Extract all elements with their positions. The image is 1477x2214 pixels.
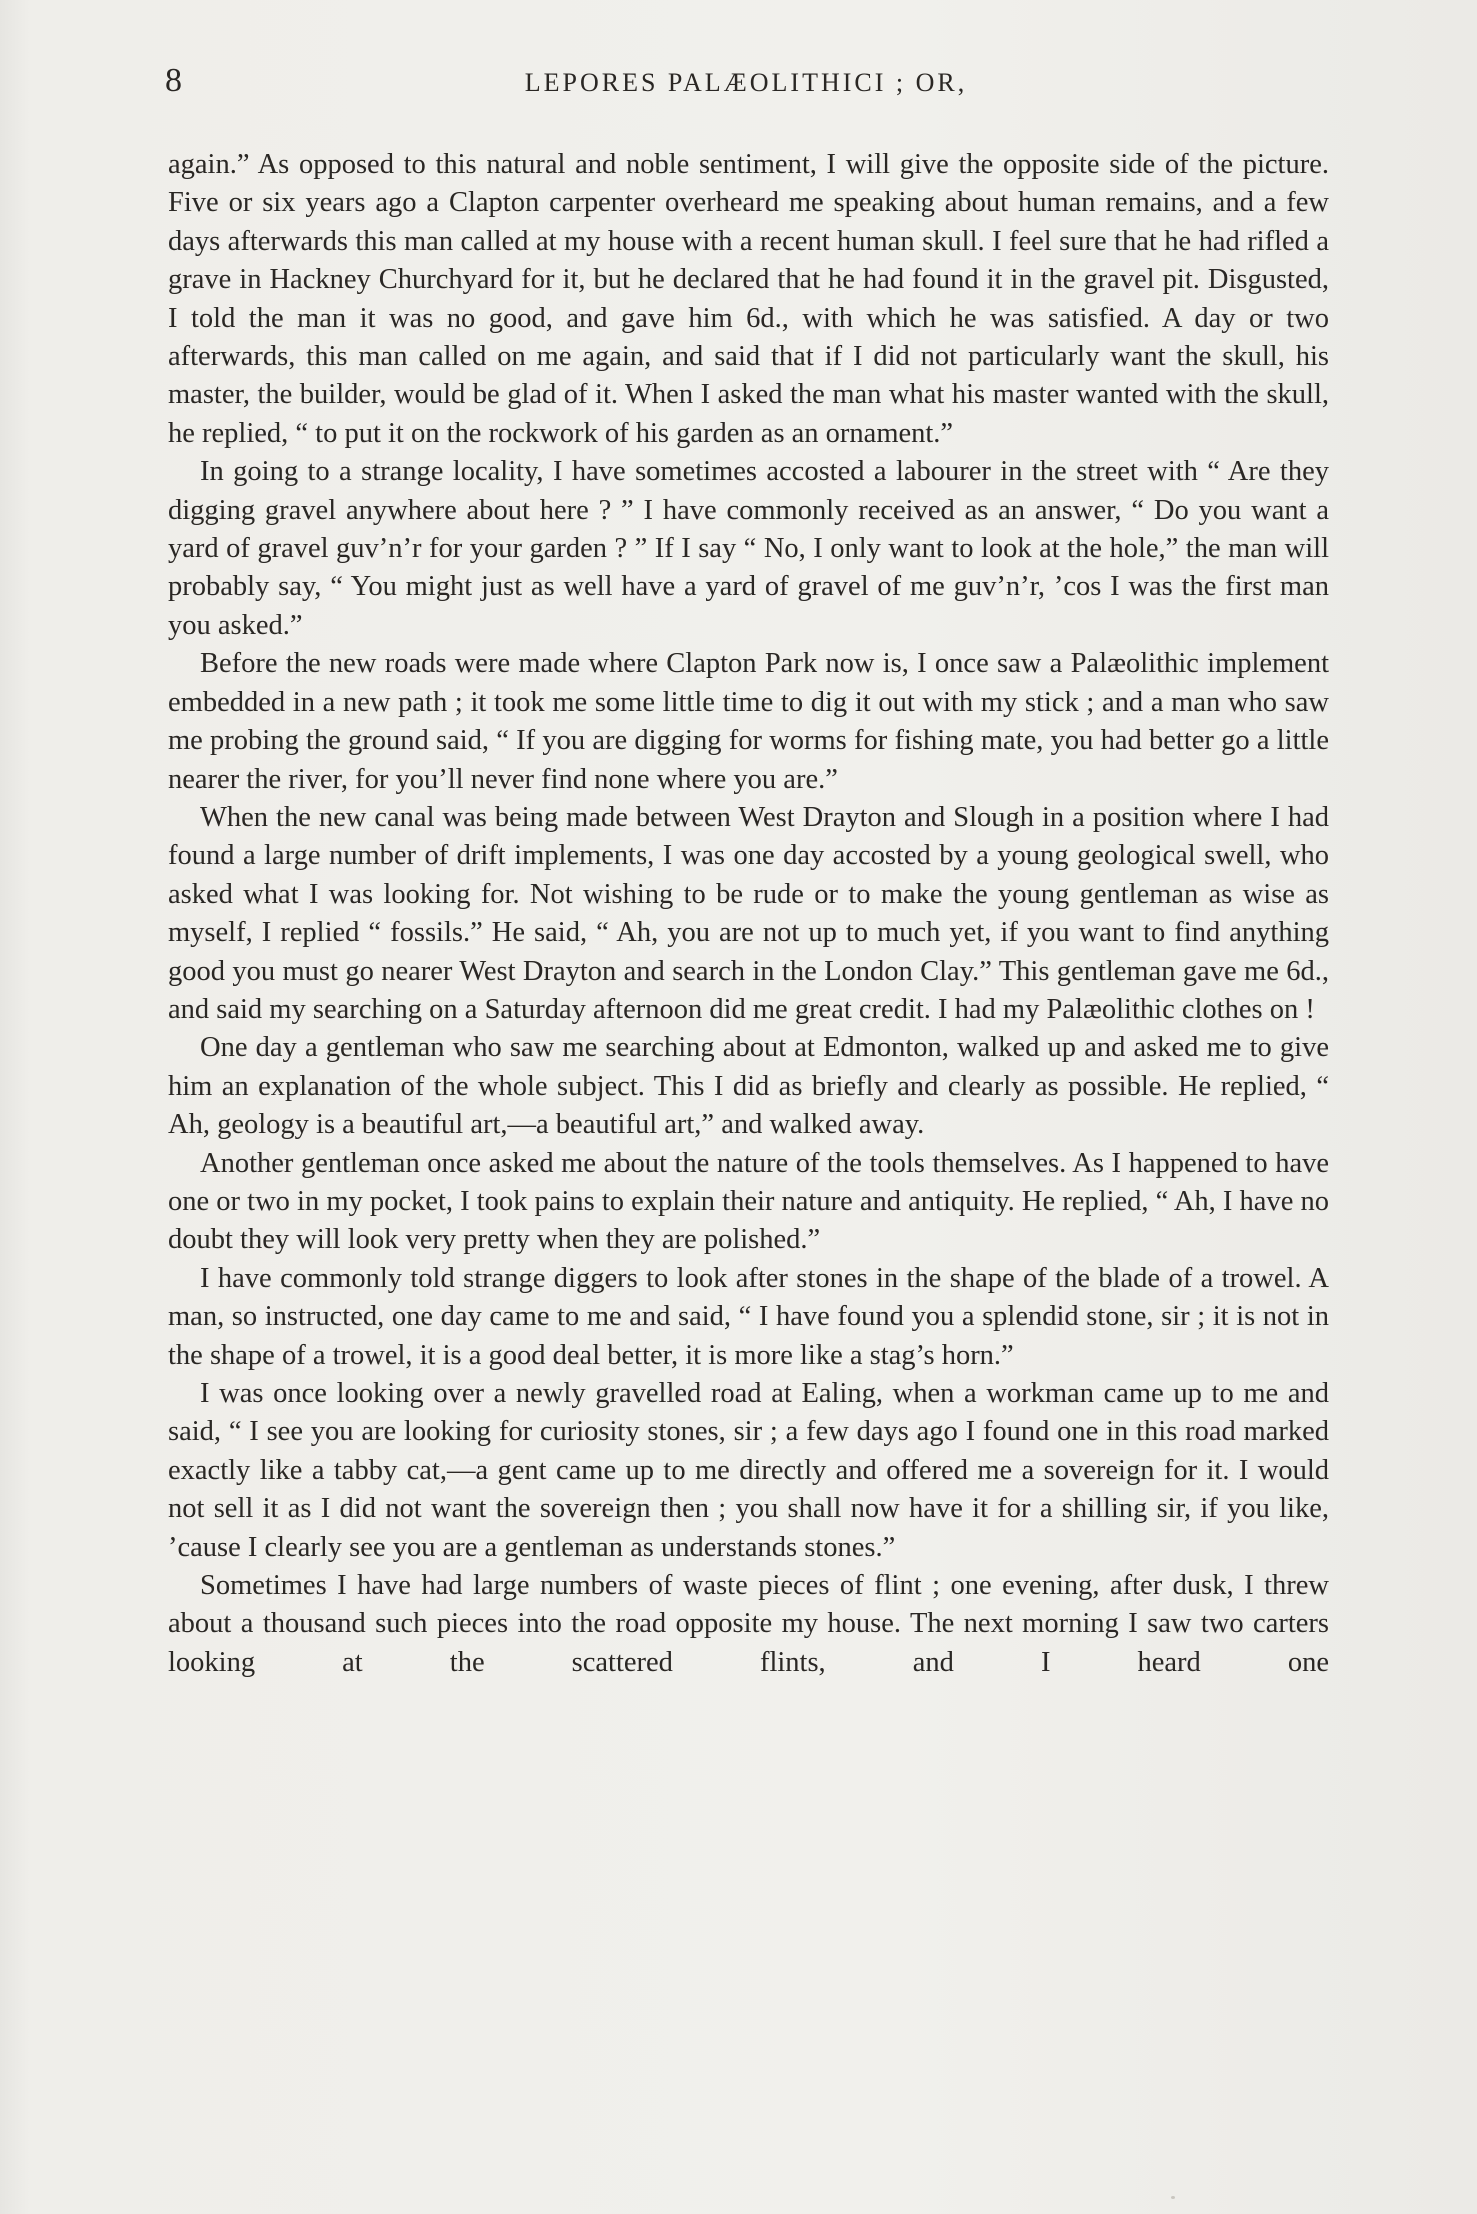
page-header	[165, 62, 1327, 112]
paragraph-6: Another gentleman once asked me about the nature of the tools themselves. As I happened to have one or two in my pocket, I took pains to explain their nature and antiquity. He replied, “ Ah, I have no doubt they will look very pretty when they are polished.”	[168, 1147, 1329, 1256]
paragraph-9: Sometimes I have had large numbers of waste pieces of flint ; one evening, after dusk, I threw about a thousand such pieces into the road opposite my house. The next morning I saw two carters looking at the scattered flints, and I heard one	[168, 1570, 1329, 1678]
running-head: LEPORES PALÆOLITHICI ; OR,	[524, 68, 968, 97]
paragraph-5: One day a gentleman who saw me searching about at Edmonton, walked up and asked me to give him an explanation of the whole subject. This I did as briefly and clearly as possible. He replied, “ Ah, geology is a beautiful art,—a beautiful art,” and walked away.	[168, 1032, 1329, 1141]
paragraph-3: Before the new roads were made where Clapton Park now is, I once saw a Palæolithic implement embedded in a new path ; it took me some little time to dig it out with my stick ; and a man who saw me probing the ground said, “ If you are digging for worms for fishing mate, you had better go a little nearer the river, for you’ll never find none where you are.”	[168, 648, 1329, 795]
paragraph-4: When the new canal was being made between West Drayton and Slough in a position where I had found a large number of drift implements, I was one day accosted by a young geological swell, who asked what I was looking for. Not wishing to be rude or to make the young gentleman as wise as myself, I replied “ fossils.” He said, “ Ah, you are not up to much yet, if you want to find anything good you must go nearer West Drayton and search in the London Clay.” This gentleman gave me 6d., and said my searching on a Saturday afternoon did me great credit. I had my Palæolithic clothes on !	[168, 801, 1329, 1025]
paragraph-2: In going to a strange locality, I have sometimes accosted a labourer in the street with “ Are they digging gravel anywhere about here ? ” I have commonly received as an answer, “ Do you want a yard of gravel guv’n’r for your garden ? ” If I say “ No, I only want to look at the hole,” the man will probably say, “ You might just as well have a yard of gravel of me guv’n’r, ’cos I was the first man you asked.”	[168, 456, 1329, 641]
scan-speck	[1171, 2196, 1175, 2199]
paragraph-7: I have commonly told strange diggers to look after stones in the shape of the blade of a trowel. A man, so instructed, one day came to me and said, “ I have found you a splendid stone, sir ; it is not in the shape of a trowel, it is a good deal better, it is more like a stag’s horn.”	[168, 1262, 1329, 1371]
page-number: 8	[165, 62, 183, 99]
paragraph-1: again.” As opposed to this natural and noble sentiment, I will give the opposite side of the picture. Five or six years ago a Clapton carpenter overheard me speaking about human remains, and a few days afterwards this man called at my house with a recent human skull. I feel sure that he had rifled a grave in Hackney Churchyard for it, but he declared that he had found it in the gravel pit. Disgusted, I told the man it was no good, and gave him 6d., with which he was satisfied. A day or two afterwards, this man called on me again, and said that if I did not particularly want the skull, his master, the builder, would be glad of it. When I asked the man what his master wanted with the skull, he replied, “ to put it on the rockwork of his garden as an ornament.”	[168, 149, 1329, 449]
body-text	[168, 146, 1329, 1682]
paragraph-8: I was once looking over a newly gravelled road at Ealing, when a workman came up to me and said, “ I see you are looking for curiosity stones, sir ; a few days ago I found one in this road marked exactly like a tabby cat,—a gent came up to me directly and offered me a sovereign for it. I would not sell it as I did not want the sovereign then ; you shall now have it for a shilling sir, if you like, ’cause I clearly see you are a gentleman as understands stones.”	[168, 1378, 1329, 1563]
